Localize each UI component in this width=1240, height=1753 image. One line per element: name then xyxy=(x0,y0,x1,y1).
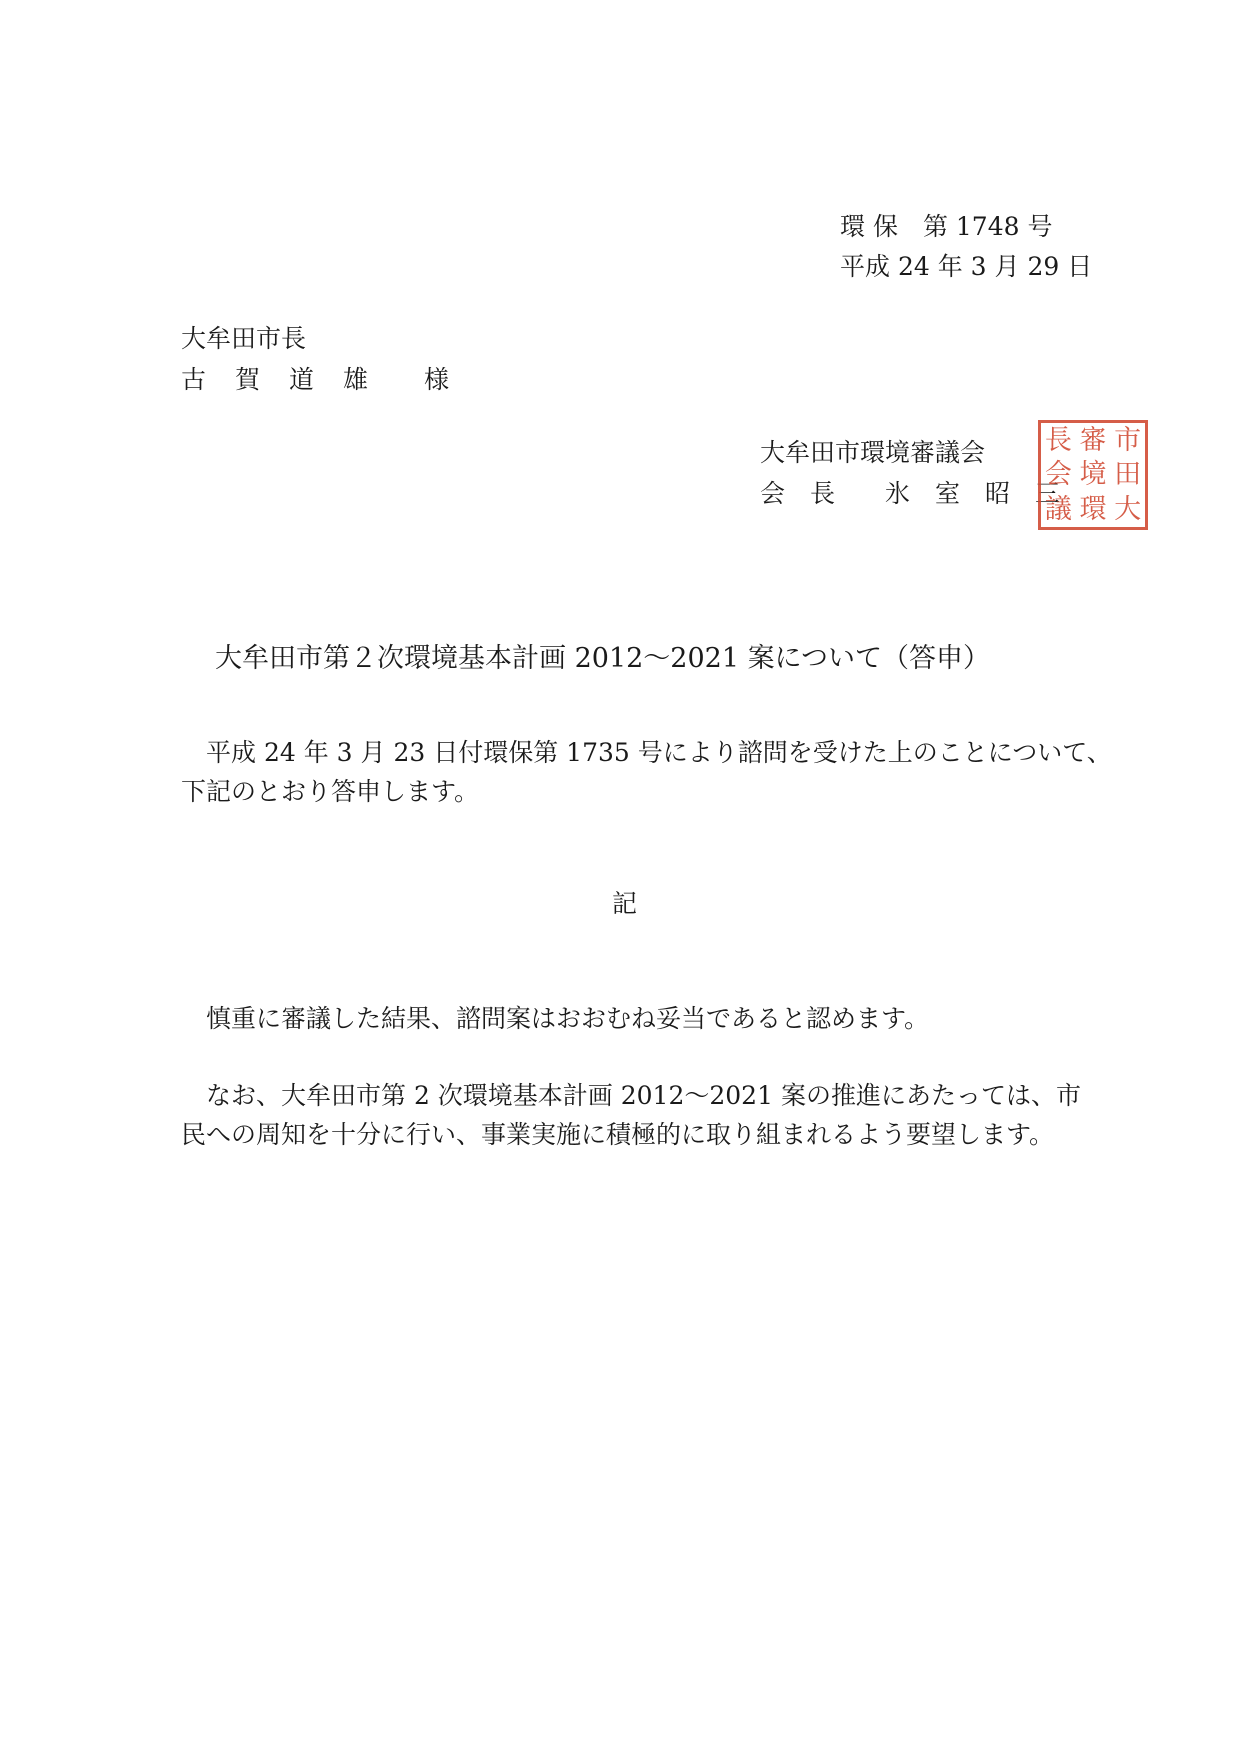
body-paragraph-3-line-1: なお、大牟田市第 2 次環境基本計画 2012～2021 案の推進にあたっては、市 xyxy=(206,1081,1081,1110)
seal-char: 長 xyxy=(1044,424,1072,456)
seal-char: 環 xyxy=(1079,494,1107,526)
body-paragraph-2: 慎重に審議した結果、諮問案はおおむね妥当であると認めます。 xyxy=(206,1004,930,1033)
seal-char: 議 xyxy=(1044,494,1072,526)
seal-char: 境 xyxy=(1079,459,1107,491)
seal-char: 市 xyxy=(1114,424,1142,456)
reference-date: 平成 24 年 3 月 29 日 xyxy=(840,252,1093,281)
seal-char: 審 xyxy=(1079,424,1107,456)
section-heading-ki: 記 xyxy=(612,889,638,918)
body-paragraph-1-line-2: 下記のとおり答申します。 xyxy=(181,777,480,806)
recipient-organization: 大牟田市長 xyxy=(181,324,307,353)
body-paragraph-3-line-2: 民への周知を十分に行い、事業実施に積極的に取り組まれるよう要望します。 xyxy=(181,1120,1055,1149)
seal-char: 会 xyxy=(1044,459,1072,491)
seal-char: 田 xyxy=(1114,459,1142,491)
seal-char: 大 xyxy=(1114,494,1142,526)
reference-number: 環 保 第 1748 号 xyxy=(840,212,1053,241)
sender-name: 会 長 氷 室 昭 三 xyxy=(760,479,1061,508)
body-paragraph-1-line-1: 平成 24 年 3 月 23 日付環保第 1735 号により諮問を受けた上のことについて、 xyxy=(206,738,1112,767)
official-seal xyxy=(1038,420,1148,530)
document-title: 大牟田市第２次環境基本計画 2012～2021 案について（答申） xyxy=(215,643,991,674)
recipient-name: 古 賀 道 雄 様 xyxy=(181,365,452,394)
sender-organization: 大牟田市環境審議会 xyxy=(760,438,986,467)
